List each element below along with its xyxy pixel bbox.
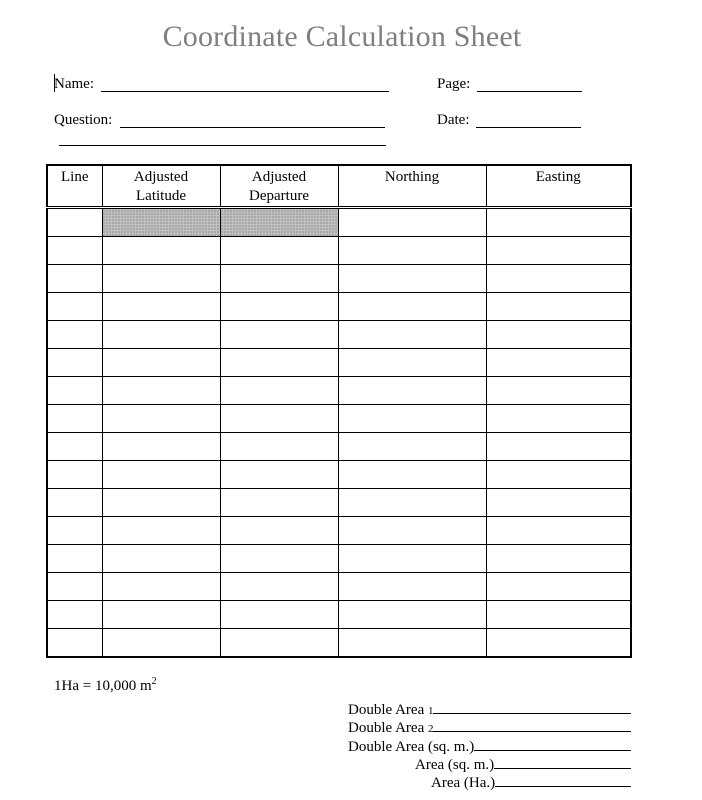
table-row [47,461,631,489]
shaded-cell-adjusted-departure [220,208,338,237]
double-area-1-field[interactable] [433,699,631,714]
table-row [47,629,631,658]
cell-line[interactable] [47,405,102,433]
cell-line[interactable] [47,629,102,658]
area-ha-row [431,772,631,792]
cell-northing[interactable] [338,321,486,349]
area-sq-m-row [415,754,631,774]
table-row [47,208,631,237]
cell-adjusted-departure[interactable] [220,517,338,545]
cell-adjusted-latitude[interactable] [102,349,220,377]
table-row [47,433,631,461]
cell-northing[interactable] [338,461,486,489]
cell-easting[interactable] [486,433,631,461]
cell-northing[interactable] [338,265,486,293]
cell-easting[interactable] [486,293,631,321]
cell-easting[interactable] [486,517,631,545]
coordinate-table [46,164,632,658]
cell-adjusted-latitude[interactable] [102,265,220,293]
page-label: Page: [437,76,471,92]
cell-adjusted-departure[interactable] [220,377,338,405]
cell-northing[interactable] [338,433,486,461]
cell-line[interactable] [47,517,102,545]
table-row [47,545,631,573]
cell-easting[interactable] [486,237,631,265]
table-row [47,293,631,321]
cell-line[interactable] [47,293,102,321]
cell-adjusted-latitude[interactable] [102,601,220,629]
table-row [47,237,631,265]
cell-line[interactable] [47,349,102,377]
cell-easting[interactable] [486,208,631,237]
double-area-2-subscript: 2 [427,723,434,735]
name-label: Name: [54,76,94,92]
cell-northing[interactable] [338,629,486,658]
cell-easting[interactable] [486,377,631,405]
cell-adjusted-departure[interactable] [220,629,338,658]
cell-adjusted-departure[interactable] [220,321,338,349]
date-label: Date: [437,112,470,128]
cell-adjusted-latitude[interactable] [102,573,220,601]
cell-line[interactable] [47,208,102,237]
hectare-conversion-note: 1Ha = 10,000 $m^2$ [54,676,157,694]
page-title: Coordinate Calculation Sheet [162,20,522,53]
column-header-easting: Easting [486,165,631,208]
cell-easting[interactable] [486,265,631,293]
cell-adjusted-departure[interactable] [220,265,338,293]
cell-adjusted-latitude[interactable] [102,237,220,265]
cell-line[interactable] [47,489,102,517]
cell-adjusted-latitude[interactable] [102,433,220,461]
cell-adjusted-departure[interactable] [220,349,338,377]
cell-line[interactable] [47,321,102,349]
area-sq-m-field[interactable] [494,754,631,769]
cell-adjusted-latitude[interactable] [102,545,220,573]
cell-adjusted-departure[interactable] [220,405,338,433]
column-header-line: Line [47,165,102,208]
cell-northing[interactable] [338,517,486,545]
cell-northing[interactable] [338,377,486,405]
cell-line[interactable] [47,573,102,601]
table-row [47,573,631,601]
cell-line[interactable] [47,377,102,405]
cell-northing[interactable] [338,545,486,573]
cell-adjusted-departure[interactable] [220,489,338,517]
name-field[interactable] [101,91,389,92]
column-header-adjusted-latitude: Adjusted Latitude [102,165,220,208]
table-row [47,405,631,433]
cell-northing[interactable] [338,405,486,433]
shaded-cell-adjusted-latitude [102,208,220,237]
area-ha-label: Area (Ha.) [431,775,496,791]
cell-easting[interactable] [486,629,631,658]
cell-adjusted-latitude[interactable] [102,629,220,658]
question-field[interactable] [120,127,385,128]
table-row [47,601,631,629]
double-area-1-label: Double Area [348,702,428,718]
cell-easting[interactable] [486,489,631,517]
cell-adjusted-departure[interactable] [220,461,338,489]
cell-easting[interactable] [486,349,631,377]
cell-adjusted-latitude[interactable] [102,405,220,433]
double-area-2-label: Double Area [348,720,428,736]
cell-easting[interactable] [486,321,631,349]
cell-easting[interactable] [486,405,631,433]
cell-adjusted-departure[interactable] [220,237,338,265]
question-label: Question: [54,112,113,128]
double-area-2-field[interactable] [433,717,631,732]
table-row [47,265,631,293]
cell-easting[interactable] [486,461,631,489]
date-field[interactable] [476,127,581,128]
cell-line[interactable] [47,265,102,293]
table-row [47,321,631,349]
double-area-1-subscript: 1 [427,705,434,717]
cell-easting[interactable] [486,601,631,629]
table-header-row [47,165,631,208]
page-field[interactable] [477,91,582,92]
double-area-2-row [348,717,631,738]
cell-adjusted-departure[interactable] [220,573,338,601]
cell-adjusted-latitude[interactable] [102,321,220,349]
table-row [47,349,631,377]
cell-line[interactable] [47,237,102,265]
cell-northing[interactable] [338,601,486,629]
cell-northing[interactable] [338,208,486,237]
double-area-sq-m-field[interactable] [474,736,631,751]
cell-adjusted-departure[interactable] [220,545,338,573]
column-header-northing: Northing [338,165,486,208]
cell-line[interactable] [47,601,102,629]
table-row [47,489,631,517]
cell-adjusted-latitude[interactable] [102,377,220,405]
cell-easting[interactable] [486,545,631,573]
cell-easting[interactable] [486,573,631,601]
cell-northing[interactable] [338,349,486,377]
question-field-continued[interactable] [59,145,386,146]
cell-adjusted-latitude[interactable] [102,293,220,321]
cell-adjusted-latitude[interactable] [102,489,220,517]
table-row [47,517,631,545]
area-ha-field[interactable] [495,772,631,787]
cell-line[interactable] [47,461,102,489]
table-row [47,377,631,405]
cell-adjusted-latitude[interactable] [102,517,220,545]
cell-northing[interactable] [338,293,486,321]
cell-adjusted-latitude[interactable] [102,461,220,489]
double-area-sq-m-label: Double Area (sq. m.) [348,739,475,755]
cell-adjusted-departure[interactable] [220,433,338,461]
cell-line[interactable] [47,545,102,573]
cell-line[interactable] [47,433,102,461]
cell-northing[interactable] [338,573,486,601]
area-sq-m-label: Area (sq. m.) [415,757,495,773]
cell-northing[interactable] [338,237,486,265]
double-area-sq-m-row [348,736,631,756]
column-header-adjusted-departure: Adjusted Departure [220,165,338,208]
cell-adjusted-departure[interactable] [220,601,338,629]
cell-northing[interactable] [338,489,486,517]
cell-adjusted-departure[interactable] [220,293,338,321]
